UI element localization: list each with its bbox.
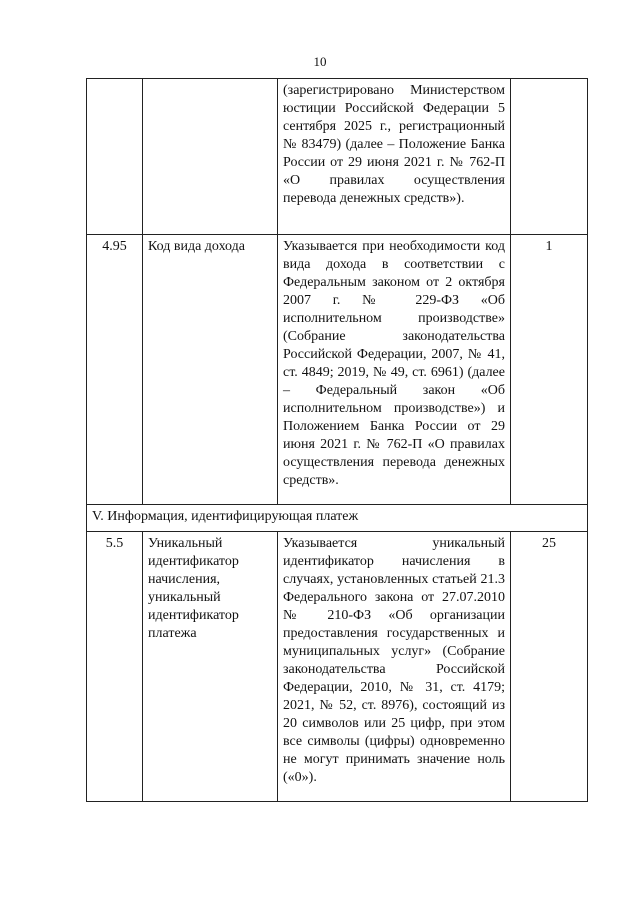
row-description: Указывается при необходимости код вида дохода в соответствии с Федеральным законом от 2 октября 2007 г. № 229-ФЗ «Об исполнительном производстве» (Собрание законодательства Российской Федерации, 2007, № 41, ст. 4849; 2019, № 49, ст. 6961) (далее – Федеральный закон «Об исполнительном производстве») и Положением Банка России от 29 июня 2021 г. № 762-П «О правилах осуществления перевода денежных средств». bbox=[278, 235, 511, 505]
row-description: (зарегистрировано Министерством юстиции Российской Федерации 5 сентября 2025 г., регистрационный № 83479) (далее – Положение Банка России от 29 июня 2021 г. № 762-П «О правилах осуществления перевода денежных средств»). bbox=[278, 79, 511, 235]
row-name: Уникальный идентификатор начисления, уникальный идентификатор платежа bbox=[143, 532, 278, 802]
table-row bbox=[87, 532, 588, 802]
row-value bbox=[511, 79, 588, 235]
row-value: 25 bbox=[511, 532, 588, 802]
table-row bbox=[87, 235, 588, 505]
row-name: Код вида дохода bbox=[143, 235, 278, 505]
row-value: 1 bbox=[511, 235, 588, 505]
section-header-row bbox=[87, 505, 588, 532]
table-row bbox=[87, 79, 588, 235]
page-number: 10 bbox=[313, 54, 327, 69]
row-name bbox=[143, 79, 278, 235]
section-header: V. Информация, идентифицирующая платеж bbox=[87, 505, 588, 532]
row-number bbox=[87, 79, 143, 235]
row-number: 5.5 bbox=[87, 532, 143, 802]
requisites-table bbox=[86, 78, 588, 802]
row-description: Указывается уникальный идентификатор начисления в случаях, установленных статьей 21.3 Федерального закона от 27.07.2010 № 210-ФЗ «Об организации предоставления государственных и муниципальных услуг» (Собрание законодательства Российской Федерации, 2010, № 31, ст. 4179; 2021, № 52, ст. 8976), состоящий из 20 символов или 25 цифр, при этом все символы (цифры) одновременно не могут принимать значение ноль («0»). bbox=[278, 532, 511, 802]
row-number: 4.95 bbox=[87, 235, 143, 505]
